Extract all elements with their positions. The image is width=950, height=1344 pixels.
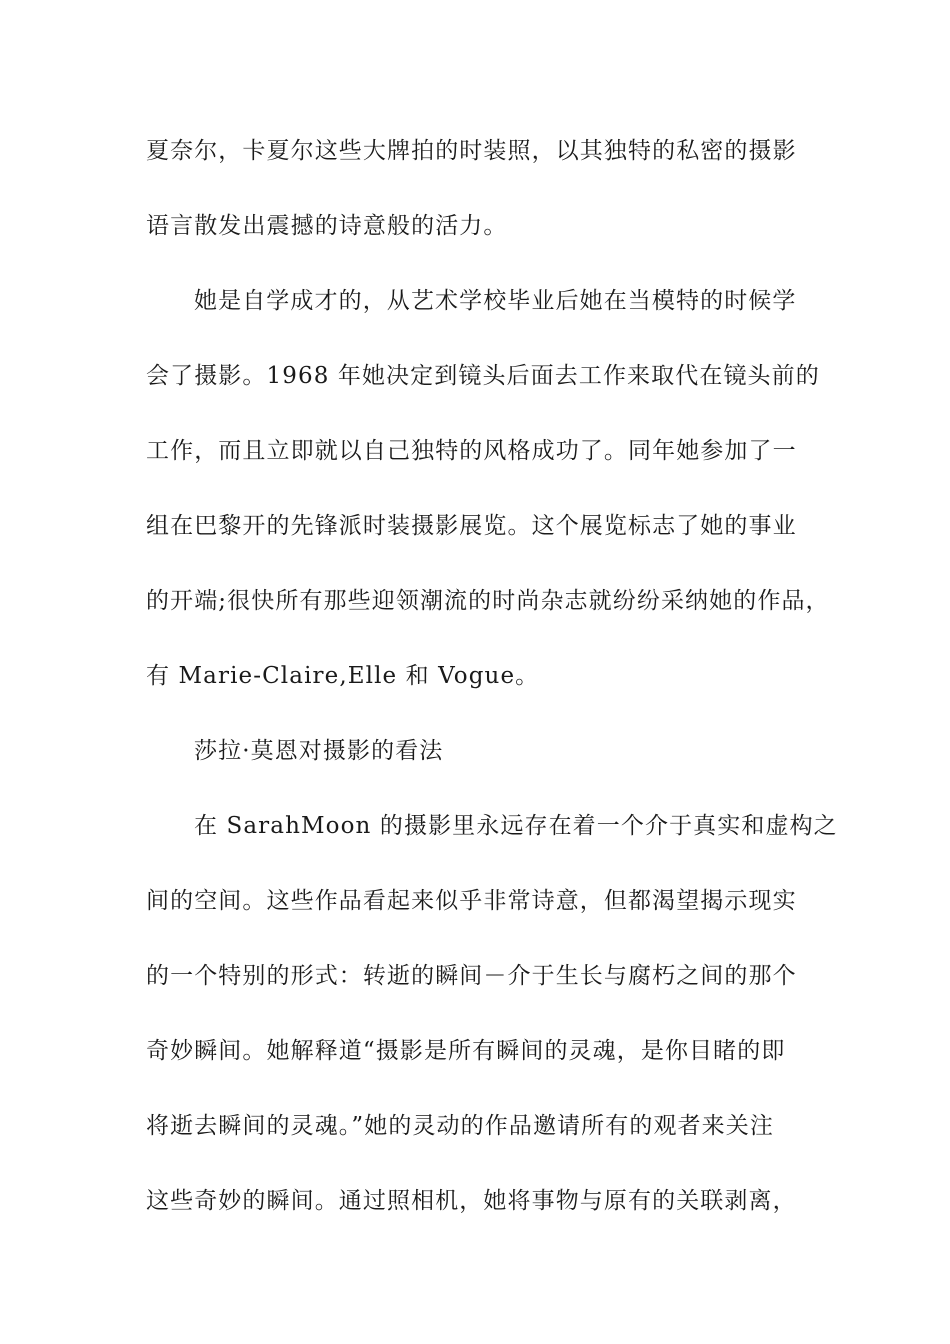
text-line: 间的空间。这些作品看起来似乎非常诗意，但都渴望揭示现实 [146,888,797,914]
paragraph-start-line: 她是自学成才的，从艺术学校毕业后她在当模特的时候学 [194,288,797,314]
text-line: 组在巴黎开的先锋派时装摄影展览。这个展览标志了她的事业 [146,513,797,539]
text-line: 语言散发出震撼的诗意般的活力。 [146,213,508,239]
text-line: 的开端;很快所有那些迎领潮流的时尚杂志就纷纷采纳她的作品， [146,588,830,614]
text-line: 会了摄影。1968 年她决定到镜头后面去工作来取代在镜头前的 [146,363,820,389]
text-line: 工作，而且立即就以自己独特的风格成功了。同年她参加了一 [146,438,797,464]
text-line: 有 Marie-Claire,Elle 和 Vogue。 [146,663,540,689]
body-text [146,128,838,1253]
text-line: 夏奈尔，卡夏尔这些大牌拍的时装照，以其独特的私密的摄影 [146,138,797,164]
text-line: 将逝去瞬间的灵魂。”她的灵动的作品邀请所有的观者来关注 [146,1113,774,1139]
paragraph-start-line: 在 SarahMoon 的摄影里永远存在着一个介于真实和虚构之 [194,813,838,839]
section-heading: 莎拉·莫恩对摄影的看法 [194,738,444,764]
text-line: 奇妙瞬间。她解释道“摄影是所有瞬间的灵魂，是你目睹的即 [146,1038,786,1064]
text-line: 这些奇妙的瞬间。通过照相机，她将事物与原有的关联剥离， [146,1188,797,1214]
text-line: 的一个特别的形式：转逝的瞬间－介于生长与腐朽之间的那个 [146,963,797,989]
